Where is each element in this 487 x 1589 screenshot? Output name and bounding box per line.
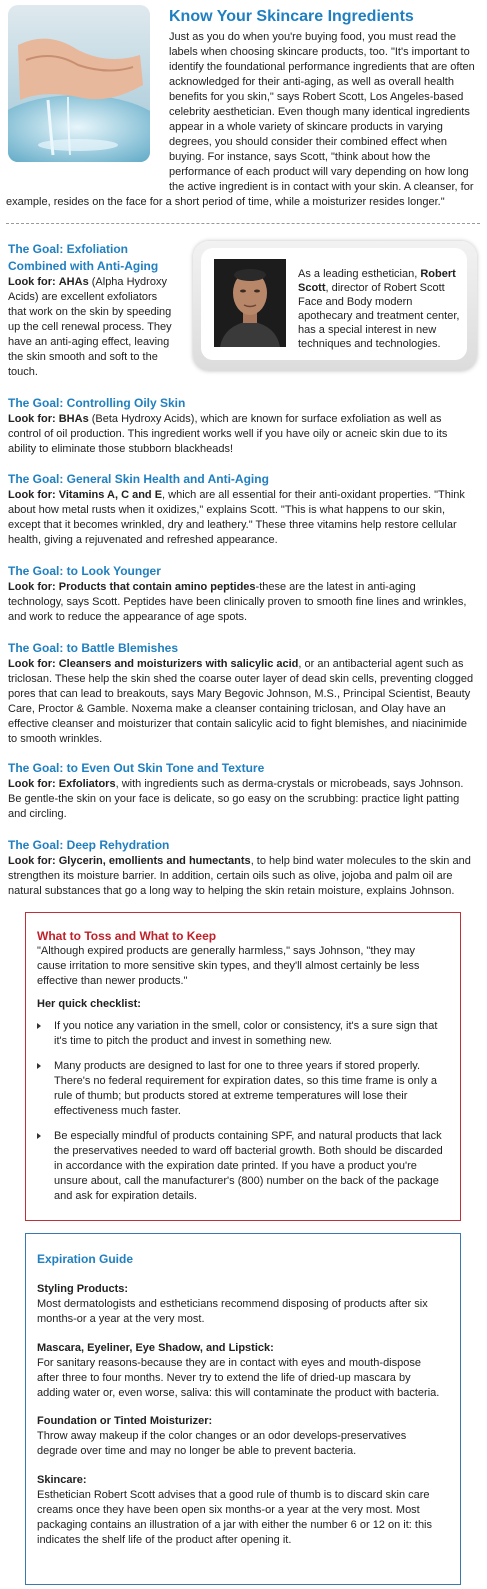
expert-bio: As a leading esthetician, Robert Scott, director of Robert Scott Face and Body modern apothecary and treatment center, has a special interest in new techniques and technologies. xyxy=(298,268,460,350)
bullet-icon xyxy=(37,1133,41,1139)
guide-section: Styling Products: Most dermatologists and estheticians recommend disposing of products after six months-or a year at the very most. xyxy=(37,1283,428,1325)
goal-text: Look for: AHAs (Alpha Hydroxy Acids) are excellent exfoliators that work on the skin by speeding up the cell renewal process. They have an anti-aging effect, leaving the skin smooth and soft to the touch. xyxy=(8,276,172,378)
goal-blemishes: The Goal: to Battle Blemishes Look for: Cleansers and moisturizers with salicylic acid, or an antibacterial agent such as triclosan. These help the skin shed the coarse outer layer of dead skin cells, preventing clogged pores that can lead to breakouts, says Mary Begovic Johnson, M.S., Principal Scientist, Beauty Care, Proctor & Gamble. Noxema make a cleanser containing triclosan, and Olay have an effective cleanser and moisturizer that contain salicylic acid to fight blemishes, and niacinimide to smooth wrinkles. xyxy=(8,641,474,745)
goal-look-younger: The Goal: to Look Younger Look for: Products that contain amino peptides-these are the latest in anti-aging technology, says Scott. Peptides have been clinically proven to smooth fine lines and wrinkles, and work to reduce the appearance of age spots. xyxy=(8,564,467,623)
guide-section: Foundation or Tinted Moisturizer: Throw away makeup if the color changes or an odor develops-preservatives degrade over time and may no longer be able to prevent bacteria. xyxy=(37,1415,407,1457)
goal-exfoliation xyxy=(8,241,178,380)
checklist-item: Many products are designed to last for one to three years if stored properly. There's no federal requirement for expiration dates, so this time frame is only a rule of thumb; but products stored at extreme temperatures will lose their effectiveness much faster. xyxy=(37,1059,447,1119)
expert-card xyxy=(193,241,477,371)
goal-rehydration: The Goal: Deep Rehydration Look for: Glycerin, emollients and humectants, to help bind water molecules to the skin and strengthen its moisture barrier. In addition, certain oils such as olive, jojoba and palm oil are natural substances that go a long way to helping the skin retain moisture, explains Johnson. xyxy=(8,838,471,897)
intro-paragraph: Just as you do when you're buying food, you must read the labels when choosing skincare products, too. "It's important to identify the foundational performance ingredients that are often acknowledged for their anti-aging, as well as overall health benefits for you skin," says Robert Scott, Los Angeles-based celebrity aesthetician. Even though many identical ingredients appear in a whole variety of skincare products in varying degrees, you should consider their combined effect when buying. For instance, says Scott, "think about how the performance of each product will vary depending on how long the active ingredient is in contact with your skin. A cleanser, for example, resides on the face for a short period of time, while a moisturizer resides longer." xyxy=(6,31,475,208)
expiration-guide-box xyxy=(25,1233,461,1585)
goal-even-tone: The Goal: to Even Out Skin Tone and Texture Look for: Exfoliators, with ingredients such as derma-crystals or microbeads, says Johnson. Be gentle-the skin on your face is delicate, so go easy on the scrubbing: practice light patting and circling. xyxy=(8,761,464,820)
section-divider xyxy=(6,223,480,224)
checklist-title: Her quick checklist: xyxy=(37,998,141,1010)
expiration-guide-title: Expiration Guide xyxy=(37,1252,134,1266)
intro-section xyxy=(6,7,480,210)
toss-quote: "Although expired products are generally harmless," says Johnson, "they may cause irritation to more sensitive skin types, and they'll almost certainly be less effective than newer products." xyxy=(37,945,420,987)
bullet-icon xyxy=(37,1063,41,1069)
robert-scott-photo xyxy=(214,259,286,347)
checklist-item: Be especially mindful of products containing SPF, and natural products that lack the preservatives needed to ward off bacterial growth. Both should be discarded in accordance with the expiration date printed. If you have a product you're unsure about, call the manufacturer's (800) number on the back of the package and ask for expiration details. xyxy=(37,1129,447,1204)
bullet-icon xyxy=(37,1023,41,1029)
goal-heading: The Goal: Exfoliation Combined with Anti-Aging xyxy=(8,242,159,273)
guide-section: Skincare: Esthetician Robert Scott advises that a good rule of thumb is to discard skin care creams once they have been open six months-or a year at the very most. Most packaging contains an illustration of a jar with either the number 6 or 12 on it: this indicates the shelf life of the product after opening it. xyxy=(37,1474,433,1546)
toss-keep-title: What to Toss and What to Keep xyxy=(37,929,217,943)
page-title: Know Your Skincare Ingredients xyxy=(169,8,414,25)
goal-skin-health: The Goal: General Skin Health and Anti-Aging Look for: Vitamins A, C and E, which are all essential for their anti-oxidant properties. "Think about how metal rusts when it oxidizes," explains Scott. "This is what happens to our skin, except that it becomes wrinkled, dry and leathery." These three vitamins help restore cellular health, giving a rejuvenated and refreshed appearance. xyxy=(8,472,465,546)
checklist-item: If you notice any variation in the smell, color or consistency, it's a sure sign that it's time to pitch the product and invest in something new. xyxy=(37,1019,447,1049)
toss-keep-box xyxy=(25,912,461,1221)
goal-oily-skin: The Goal: Controlling Oily Skin Look for: BHAs (Beta Hydroxy Acids), which are known for surface exfoliation as well as control of oil production. This ingredient works well if you have oily or acneic skin due to its ability to eliminate those stubborn blackheads! xyxy=(8,396,448,455)
guide-section: Mascara, Eyeliner, Eye Shadow, and Lipstick: For sanitary reasons-because they are in contact with eyes and mouth-dispose after three to four months. Never try to extend the life of dried-up mascara by adding water or, even worse, saliva: this will contaminate the product with bacteria. xyxy=(37,1342,440,1399)
